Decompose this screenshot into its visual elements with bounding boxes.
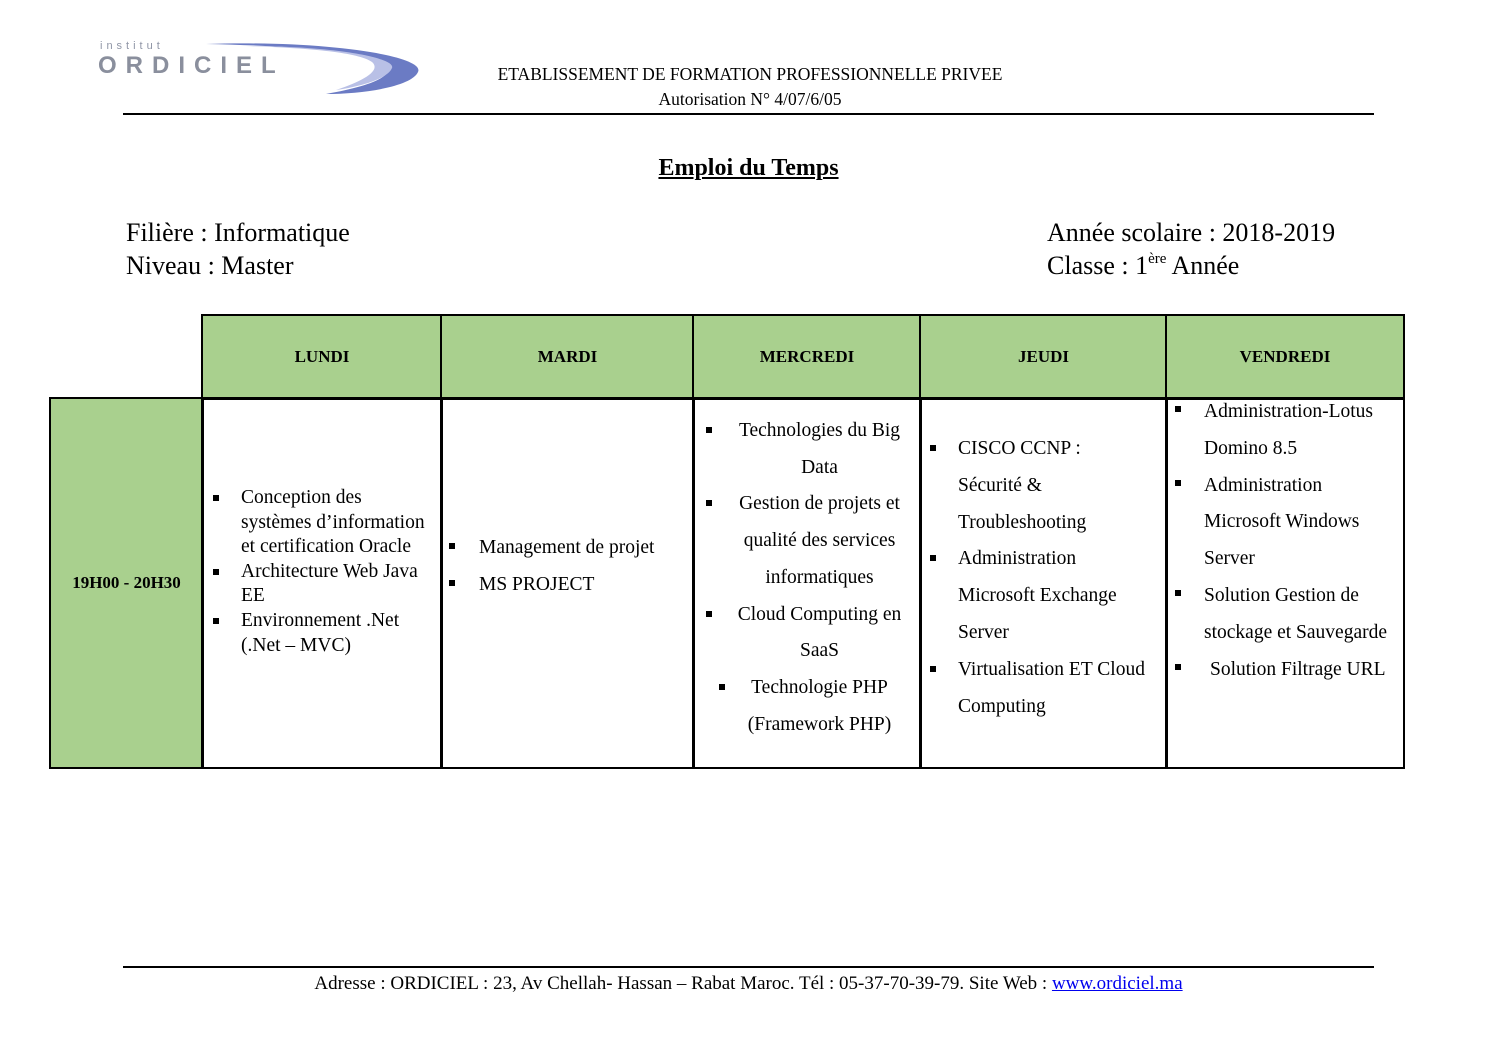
classe-label [1047,251,1239,281]
course-item: Conception des systèmes d’information et certification Oracle [241,486,431,560]
classe-suffix: Année [1166,251,1240,280]
classe-superscript: ère [1148,251,1167,267]
course-list-mardi [479,529,684,603]
day-header-jeudi: JEUDI [919,314,1168,400]
page-title: Emploi du Temps [658,155,839,181]
course-item: Technologies du Big Data [722,413,917,486]
time-slot-cell: 19H00 - 20H30 [49,397,204,769]
course-item: Administration Microsoft Exchange Server [958,541,1148,651]
website-link[interactable]: www.ordiciel.ma [1051,973,1183,994]
header-divider [123,113,1374,115]
cell-lundi [201,397,443,769]
course-item: Gestion de projets et qualité des services informatiques [722,486,917,596]
filiere-label: Filière : Informatique [126,218,350,247]
course-item: Management de projet [479,529,684,566]
course-list-lundi [241,486,431,658]
course-item: Solution Gestion de stockage et Sauvegarde [1204,578,1399,652]
course-item: Administration-Lotus Domino 8.5 [1204,394,1399,468]
footer-text: Adresse : ORDICIEL : 23, Av Chellah- Hassan – Rabat Maroc. Tél : 05-37-70-39-79. Site Web : [314,973,1052,994]
cell-mercredi [692,397,922,769]
cell-vendredi [1165,397,1405,769]
day-header-mercredi: MERCREDI [692,314,922,400]
course-item: Administration Microsoft Windows Server [1204,468,1399,578]
logo-brand-text: ORDICIEL [98,52,285,79]
header-authorisation: Autorisation N° 4/07/6/05 [658,89,842,109]
footer-divider [123,966,1374,968]
course-item: Solution Filtrage URL [1204,652,1399,689]
course-item: Environnement .Net (.Net – MVC) [241,609,431,658]
day-header-mardi: MARDI [440,314,695,400]
header-establishment: ETABLISSEMENT DE FORMATION PROFESSIONNELLE PRIVEE [497,64,1003,84]
course-list-jeudi [958,431,1148,725]
day-header-vendredi: VENDREDI [1165,314,1405,400]
course-list-mercredi [722,413,917,743]
niveau-label: Niveau : Master [126,251,294,280]
annee-scolaire-label: Année scolaire : 2018-2019 [1047,218,1336,247]
footer-address [0,973,1497,995]
course-item: CISCO CCNP : Sécurité & Troubleshooting [958,431,1148,541]
day-header-lundi: LUNDI [201,314,443,400]
course-item: Virtualisation ET Cloud Computing [958,652,1148,726]
course-item: Architecture Web Java EE [241,560,431,609]
cell-mardi [440,397,695,769]
course-list-vendredi [1204,394,1399,688]
cell-jeudi [919,397,1168,769]
course-item: MS PROJECT [479,566,684,603]
course-item: Cloud Computing en SaaS [722,597,917,670]
classe-prefix: Classe : 1 [1047,251,1149,280]
logo-institut-text: institut [100,40,164,52]
course-item: Technologie PHP (Framework PHP) [722,670,917,743]
